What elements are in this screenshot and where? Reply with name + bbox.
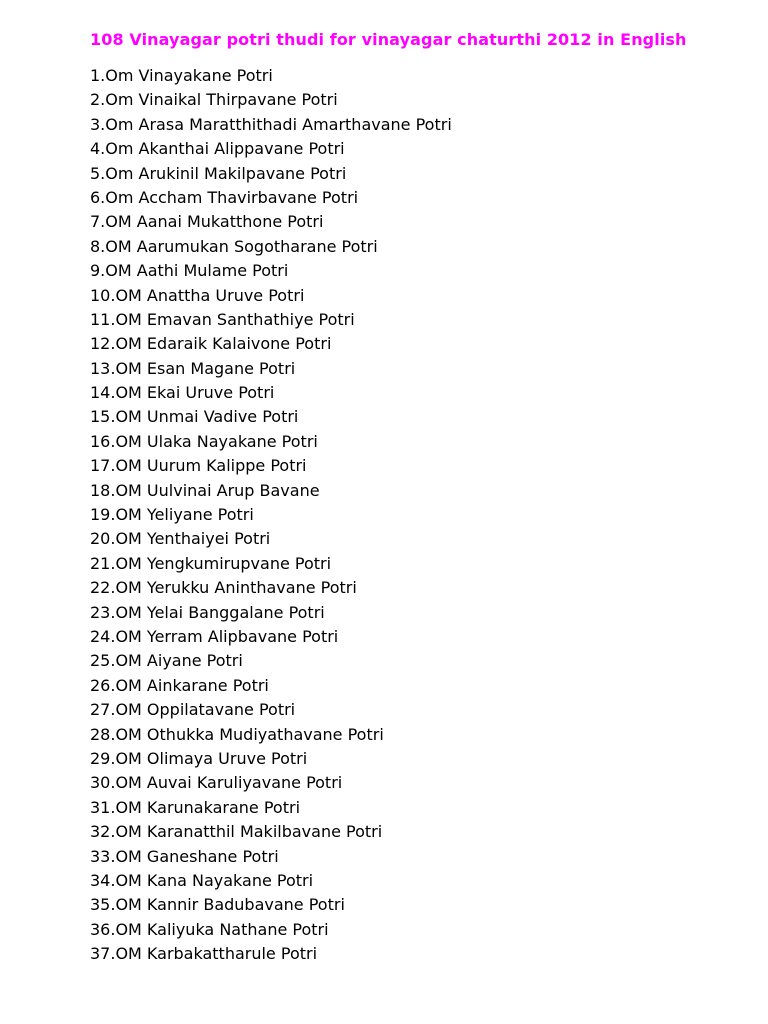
list-item: 6.Om Accham Thavirbavane Potri [90, 187, 359, 207]
list-item: 26.OM Ainkarane Potri [90, 675, 269, 695]
list-item: 1.Om Vinayakane Potri [90, 66, 273, 85]
list-item: 4.Om Akanthai Alippavane Potri [90, 139, 345, 159]
list-item: 28.OM Othukka Mudiyathavane Potri [90, 724, 384, 744]
list-item: 21.OM Yengkumirupvane Potri [90, 553, 332, 573]
list-item: 23.OM Yelai Banggalane Potri [90, 602, 325, 622]
list-item: 22.OM Yerukku Aninthavane Potri [90, 578, 357, 598]
list-item: 24.OM Yerram Alipbavane Potri [90, 626, 339, 646]
list-item: 14.OM Ekai Uruve Potri [90, 383, 275, 403]
list-item: 30.OM Auvai Karuliyavane Potri [90, 773, 343, 793]
list-item: 20.OM Yenthaiyei Potri [90, 529, 271, 549]
list-item: 31.OM Karunakarane Potri [90, 797, 301, 817]
list-item: 8.OM Aarumukan Sogotharane Potri [90, 236, 378, 256]
list-item: 32.OM Karanatthil Makilbavane Potri [90, 822, 383, 842]
list-item: 3.Om Arasa Maratthithadi Amarthavane Potri [90, 114, 452, 134]
list-item: 12.OM Edaraik Kalaivone Potri [90, 334, 332, 354]
list-item: 2.Om Vinaikal Thirpavane Potri [90, 90, 338, 110]
list-item: 7.OM Aanai Mukatthone Potri [90, 212, 324, 232]
list-item: 5.Om Arukinil Makilpavane Potri [90, 163, 347, 183]
list-item: 37.OM Karbakattharule Potri [90, 944, 318, 964]
list-item: 25.OM Aiyane Potri [90, 651, 243, 671]
list-item: 36.OM Kaliyuka Nathane Potri [90, 919, 329, 939]
list-item: 17.OM Uurum Kalippe Potri [90, 456, 307, 476]
list-item: 11.OM Emavan Santhathiye Potri [90, 309, 355, 329]
potri-list [90, 64, 452, 966]
document-title: 108 Vinayagar potri thudi for vinayagar chaturthi 2012 in English [90, 30, 687, 49]
list-item: 10.OM Anattha Uruve Potri [90, 285, 305, 305]
list-item: 27.OM Oppilatavane Potri [90, 700, 296, 720]
list-item: 19.OM Yeliyane Potri [90, 505, 254, 525]
list-item: 35.OM Kannir Badubavane Potri [90, 895, 345, 915]
list-item: 34.OM Kana Nayakane Potri [90, 870, 314, 890]
list-item: 18.OM Uulvinai Arup Bavane [90, 480, 320, 500]
list-item: 33.OM Ganeshane Potri [90, 846, 279, 866]
list-item: 16.OM Ulaka Nayakane Potri [90, 431, 318, 451]
list-item: 13.OM Esan Magane Potri [90, 358, 296, 378]
list-item: 9.OM Aathi Mulame Potri [90, 261, 289, 281]
list-item: 15.OM Unmai Vadive Potri [90, 407, 299, 427]
list-item: 29.OM Olimaya Uruve Potri [90, 748, 308, 768]
